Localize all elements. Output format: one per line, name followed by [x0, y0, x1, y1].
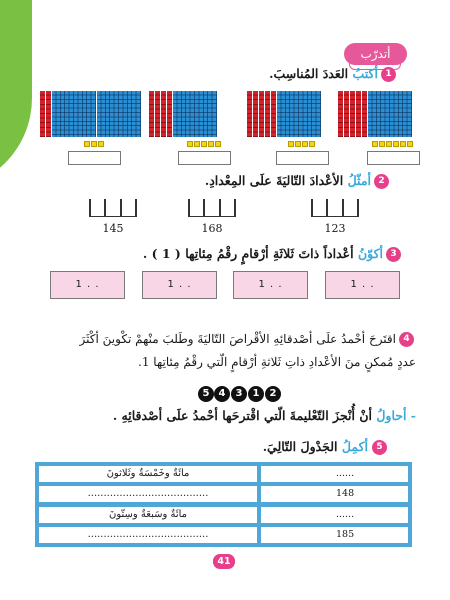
try-verb: - أحاولُ: [376, 408, 416, 423]
exercise-3-verb: أكوّنُ: [357, 246, 383, 261]
unit-cube: [194, 141, 200, 147]
tens-rod: [362, 91, 367, 137]
unit-cube: [407, 141, 413, 147]
unit-cube: [201, 141, 207, 147]
number-disk: 1: [248, 386, 264, 402]
abacus-base: [188, 216, 236, 218]
unit-cube: [386, 141, 392, 147]
exercise-4-line-1: اقتَرحَ أحْمدُ علَى أصْدقائِهِ الأقْراصَ التّاليَةَ وطَلبَ منْهمْ تكْوينَ أكْثَرَ: [79, 332, 396, 346]
tens-rod: [155, 91, 160, 137]
answer-box[interactable]: [276, 151, 329, 165]
number-disk: 4: [214, 386, 230, 402]
table-cell-number[interactable]: ......: [336, 509, 355, 520]
abacus-rod: [203, 199, 205, 217]
exercise-2-number: 2: [374, 174, 389, 189]
unit-cube: [288, 141, 294, 147]
block-group: [338, 91, 412, 137]
abacus-rod: [311, 199, 313, 217]
number-disk: 5: [198, 386, 214, 402]
unit-cubes: [288, 141, 315, 147]
abacus-rod: [342, 199, 344, 217]
exercise-3-text: أعْداداً ذاتَ ثَلاثَةِ أرْقامٍ رقْمُ مِئاتِها ( 1 ) .: [142, 246, 358, 261]
abacus-number-label: 145: [102, 222, 124, 235]
unit-cube: [84, 141, 90, 147]
abacus-rod: [326, 199, 328, 217]
exercise-2-instruction: [205, 173, 371, 188]
exercise-1-number: 1: [381, 67, 396, 82]
page-number: 41: [213, 554, 235, 569]
block-group: [247, 91, 321, 137]
abacus[interactable]: [188, 199, 236, 217]
table-row: [39, 527, 408, 543]
abacus-rod: [188, 199, 190, 217]
number-disk: 3: [231, 386, 247, 402]
unit-cubes: [84, 141, 104, 147]
tens-rod: [350, 91, 355, 137]
abacus-number-label: 168: [201, 222, 223, 235]
exercise-5-verb: أكمِلُ: [341, 439, 368, 454]
table-row: [39, 507, 408, 523]
exercise-4-number: 4: [399, 332, 414, 347]
exercise-3-instruction: [143, 246, 383, 261]
abacus-rod: [234, 199, 236, 217]
tens-rod: [161, 91, 166, 137]
table-cell-words[interactable]: ......................................: [39, 486, 261, 502]
exercise-1-verb: أكتبُ: [352, 66, 378, 81]
hundreds-flat: [368, 91, 412, 137]
hundreds-flat: [52, 91, 96, 137]
tens-rod: [338, 91, 343, 137]
tens-rod: [344, 91, 349, 137]
unit-cube: [215, 141, 221, 147]
abacus-rod: [357, 199, 359, 217]
exercise-2-text: الأعْدادَ التّاليَةَ علَى المِعْدادِ.: [204, 173, 348, 188]
unit-cube: [208, 141, 214, 147]
hundreds-flat: [173, 91, 217, 137]
tens-rods: [40, 91, 51, 137]
table-cell-number[interactable]: 185: [336, 529, 355, 540]
number-box[interactable]: 1 . .: [50, 271, 125, 299]
exercise-4-try-instruction: [113, 408, 416, 423]
unit-cube: [372, 141, 378, 147]
tens-rod: [149, 91, 154, 137]
abacus-rod: [104, 199, 106, 217]
table-cell-words[interactable]: مائَةٌ وسَبعَةٌ وسِتّونَ: [39, 507, 261, 523]
number-box[interactable]: 1 . .: [325, 271, 400, 299]
tens-rods: [338, 91, 367, 137]
unit-cube: [393, 141, 399, 147]
hundreds-flat: [97, 91, 141, 137]
abacus-rod: [89, 199, 91, 217]
table-row: [39, 486, 408, 502]
number-disk: 2: [265, 386, 281, 402]
answer-box[interactable]: [367, 151, 420, 165]
abacus[interactable]: [89, 199, 137, 217]
tens-rod: [356, 91, 361, 137]
tens-rod: [247, 91, 252, 137]
unit-cube: [98, 141, 104, 147]
exercise-3-number: 3: [386, 247, 401, 262]
block-group: [40, 91, 141, 137]
unit-cubes: [187, 141, 221, 147]
table-cell-words[interactable]: ......................................: [39, 527, 261, 543]
section-title-badge: أتدرّب: [344, 43, 407, 65]
abacus-number-label: 123: [324, 222, 346, 235]
unit-cubes: [372, 141, 413, 147]
abacus-base: [311, 216, 359, 218]
table-cell-words[interactable]: مائَةٌ وخَمْسَةٌ وثَلاثونَ: [39, 466, 261, 482]
number-box[interactable]: 1 . .: [233, 271, 308, 299]
tens-rods: [247, 91, 276, 137]
exercise-5-instruction: [263, 439, 368, 454]
exercise-1-instruction: [269, 66, 378, 81]
exercise-2-verb: أمثّلُ: [347, 173, 371, 188]
table-cell-number[interactable]: 148: [336, 488, 355, 499]
unit-cube: [91, 141, 97, 147]
exercise-4-line-2: عددٍ مُمكنٍ منَ الأعْدادِ ذاتِ ثَلاثةِ أرْقامٍ الّتي رقْمُ مِئاتِها 1.: [138, 355, 416, 369]
table-cell-number[interactable]: ......: [336, 468, 355, 479]
exercise-5-text: الجَدْولَ التّالِيَ.: [262, 439, 342, 454]
abacus[interactable]: [311, 199, 359, 217]
answer-box[interactable]: [68, 151, 121, 165]
tens-rod: [40, 91, 45, 137]
tens-rod: [271, 91, 276, 137]
tens-rod: [46, 91, 51, 137]
exercise-5-number: 5: [372, 440, 387, 455]
tens-rod: [259, 91, 264, 137]
abacus-base: [89, 216, 137, 218]
abacus-rod: [219, 199, 221, 217]
unit-cube: [187, 141, 193, 147]
tens-rods: [149, 91, 172, 137]
unit-cube: [309, 141, 315, 147]
answer-box[interactable]: [178, 151, 231, 165]
try-text: أنْ أُنْجزَ التّعْليمةَ الّتي اقْترحَها أحْمدُ علَى أصْدقائِهِ .: [112, 408, 377, 423]
abacus-rod: [120, 199, 122, 217]
tens-rod: [253, 91, 258, 137]
unit-cube: [295, 141, 301, 147]
exercise-1-text: العَددَ المُناسِبَ.: [269, 66, 353, 81]
unit-cube: [302, 141, 308, 147]
hundreds-flat: [277, 91, 321, 137]
completion-table: [35, 462, 412, 547]
number-box[interactable]: 1 . .: [142, 271, 217, 299]
tens-rod: [167, 91, 172, 137]
page-corner-decoration: [0, 0, 32, 190]
block-group: [149, 91, 217, 137]
table-row: [39, 466, 408, 482]
unit-cube: [400, 141, 406, 147]
tens-rod: [265, 91, 270, 137]
unit-cube: [379, 141, 385, 147]
abacus-rod: [135, 199, 137, 217]
